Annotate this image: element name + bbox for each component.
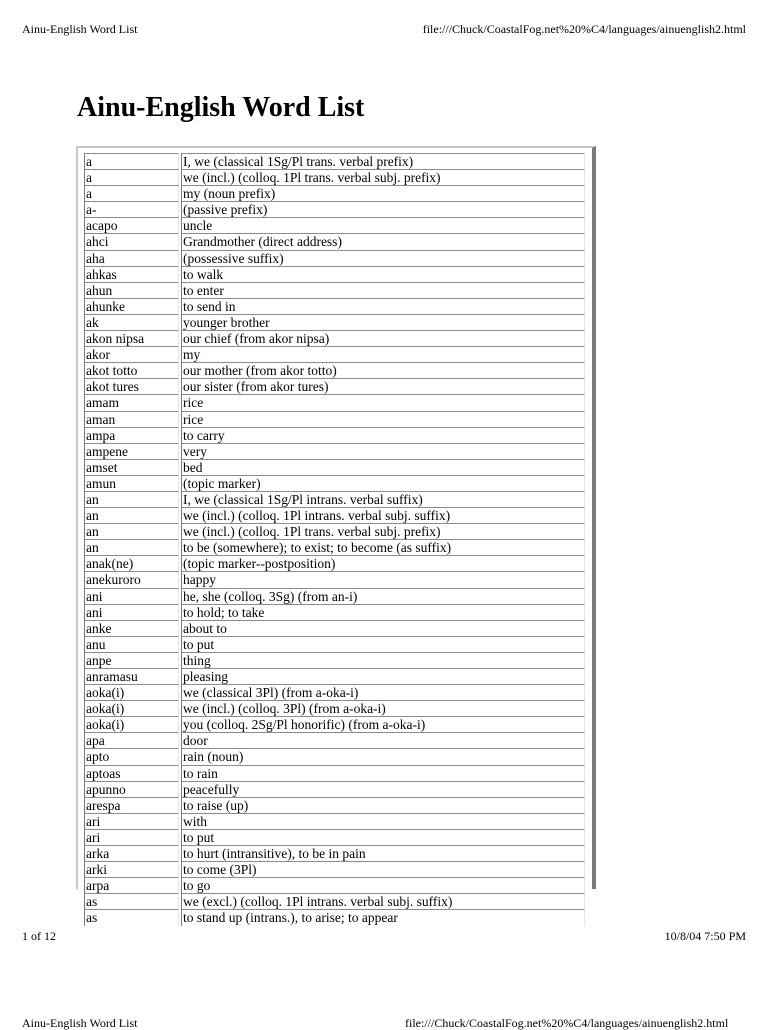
ainu-word-cell: anpe bbox=[84, 652, 179, 668]
next-header-file-url: file:///Chuck/CoastalFog.net%20%C4/languages/ainuenglish2.html bbox=[405, 1016, 729, 1030]
ainu-word-cell: aoka(i) bbox=[84, 684, 179, 700]
table-row bbox=[84, 427, 585, 443]
ainu-word-cell: akon nipsa bbox=[84, 330, 179, 346]
table-row bbox=[84, 411, 585, 427]
english-meaning-cell: I, we (classical 1Sg/Pl trans. verbal prefix) bbox=[181, 153, 585, 169]
english-meaning-cell: to hurt (intransitive), to be in pain bbox=[181, 845, 585, 861]
table-row bbox=[84, 266, 585, 282]
ainu-word-cell: akor bbox=[84, 346, 179, 362]
english-meaning-cell: to walk bbox=[181, 266, 585, 282]
word-list-table-frame bbox=[76, 146, 596, 926]
table-row bbox=[84, 684, 585, 700]
ainu-word-cell: ahun bbox=[84, 282, 179, 298]
ainu-word-cell: an bbox=[84, 507, 179, 523]
english-meaning-cell: our mother (from akor totto) bbox=[181, 362, 585, 378]
ainu-word-cell: an bbox=[84, 539, 179, 555]
ainu-word-cell: anramasu bbox=[84, 668, 179, 684]
ainu-word-cell: anu bbox=[84, 636, 179, 652]
table-row bbox=[84, 475, 585, 491]
ainu-word-cell: apunno bbox=[84, 781, 179, 797]
ainu-word-cell: a bbox=[84, 185, 179, 201]
table-row bbox=[84, 571, 585, 587]
english-meaning-cell: Grandmother (direct address) bbox=[181, 233, 585, 249]
table-row bbox=[84, 909, 585, 925]
table-row bbox=[84, 861, 585, 877]
english-meaning-cell: to go bbox=[181, 877, 585, 893]
english-meaning-cell: about to bbox=[181, 620, 585, 636]
english-meaning-cell: rice bbox=[181, 394, 585, 410]
ainu-word-cell: arki bbox=[84, 861, 179, 877]
table-row bbox=[84, 217, 585, 233]
english-meaning-cell: you (colloq. 2Sg/Pl honorific) (from a-oka-i) bbox=[181, 716, 585, 732]
header-document-title: Ainu-English Word List bbox=[22, 22, 138, 36]
table-row bbox=[84, 282, 585, 298]
english-meaning-cell: happy bbox=[181, 571, 585, 587]
english-meaning-cell: to hold; to take bbox=[181, 604, 585, 620]
ainu-word-cell: ak bbox=[84, 314, 179, 330]
ainu-word-cell: apto bbox=[84, 748, 179, 764]
table-row bbox=[84, 732, 585, 748]
english-meaning-cell: to send in bbox=[181, 298, 585, 314]
ainu-word-cell: as bbox=[84, 893, 179, 909]
ainu-word-cell: arka bbox=[84, 845, 179, 861]
table-row bbox=[84, 314, 585, 330]
english-meaning-cell: pleasing bbox=[181, 668, 585, 684]
word-list-body bbox=[84, 153, 585, 926]
table-row bbox=[84, 716, 585, 732]
english-meaning-cell: to be (somewhere); to exist; to become (as suffix) bbox=[181, 539, 585, 555]
english-meaning-cell: to come (3Pl) bbox=[181, 861, 585, 877]
table-row bbox=[84, 201, 585, 217]
table-row bbox=[84, 459, 585, 475]
table-row bbox=[84, 153, 585, 169]
ainu-word-cell: aoka(i) bbox=[84, 700, 179, 716]
table-row bbox=[84, 781, 585, 797]
table-row bbox=[84, 443, 585, 459]
english-meaning-cell: to carry bbox=[181, 427, 585, 443]
english-meaning-cell: we (incl.) (colloq. 1Pl intrans. verbal subj. suffix) bbox=[181, 507, 585, 523]
table-row bbox=[84, 797, 585, 813]
table-row bbox=[84, 507, 585, 523]
ainu-word-cell: ahkas bbox=[84, 266, 179, 282]
ainu-word-cell: akot totto bbox=[84, 362, 179, 378]
header-file-url: file:///Chuck/CoastalFog.net%20%C4/languages/ainuenglish2.html bbox=[422, 22, 746, 36]
ainu-word-cell: an bbox=[84, 523, 179, 539]
ainu-word-cell: ahci bbox=[84, 233, 179, 249]
ainu-word-cell: ani bbox=[84, 604, 179, 620]
ainu-word-cell: aman bbox=[84, 411, 179, 427]
english-meaning-cell: we (excl.) (colloq. 1Pl intrans. verbal subj. suffix) bbox=[181, 893, 585, 909]
table-row bbox=[84, 555, 585, 571]
ainu-word-cell: arpa bbox=[84, 877, 179, 893]
english-meaning-cell: (topic marker--postposition) bbox=[181, 555, 585, 571]
ainu-word-cell: a bbox=[84, 153, 179, 169]
print-datetime: 10/8/04 7:50 PM bbox=[664, 929, 746, 943]
ainu-word-cell: apa bbox=[84, 732, 179, 748]
ainu-word-cell: ampene bbox=[84, 443, 179, 459]
page-title: Ainu-English Word List bbox=[77, 92, 365, 123]
english-meaning-cell: we (incl.) (colloq. 3Pl) (from a-oka-i) bbox=[181, 700, 585, 716]
ainu-word-cell: ari bbox=[84, 813, 179, 829]
table-row bbox=[84, 169, 585, 185]
english-meaning-cell: peacefully bbox=[181, 781, 585, 797]
english-meaning-cell: very bbox=[181, 443, 585, 459]
ainu-word-cell: an bbox=[84, 491, 179, 507]
table-row bbox=[84, 877, 585, 893]
table-row bbox=[84, 491, 585, 507]
ainu-word-cell: anak(ne) bbox=[84, 555, 179, 571]
page-number: 1 of 12 bbox=[22, 929, 56, 943]
ainu-word-cell: acapo bbox=[84, 217, 179, 233]
ainu-word-cell: amun bbox=[84, 475, 179, 491]
ainu-word-cell: amam bbox=[84, 394, 179, 410]
english-meaning-cell: we (incl.) (colloq. 1Pl trans. verbal subj. prefix) bbox=[181, 169, 585, 185]
table-row bbox=[84, 394, 585, 410]
ainu-word-cell: arespa bbox=[84, 797, 179, 813]
ainu-word-cell: anke bbox=[84, 620, 179, 636]
table-row bbox=[84, 845, 585, 861]
table-row bbox=[84, 539, 585, 555]
ainu-word-cell: ahunke bbox=[84, 298, 179, 314]
table-row bbox=[84, 636, 585, 652]
ainu-word-cell: a- bbox=[84, 201, 179, 217]
table-row bbox=[84, 185, 585, 201]
english-meaning-cell: (topic marker) bbox=[181, 475, 585, 491]
table-row bbox=[84, 765, 585, 781]
english-meaning-cell: we (classical 3Pl) (from a-oka-i) bbox=[181, 684, 585, 700]
english-meaning-cell: he, she (colloq. 3Sg) (from an-i) bbox=[181, 588, 585, 604]
english-meaning-cell: to raise (up) bbox=[181, 797, 585, 813]
ainu-word-cell: amset bbox=[84, 459, 179, 475]
table-row bbox=[84, 298, 585, 314]
table-row bbox=[84, 362, 585, 378]
table-row bbox=[84, 588, 585, 604]
table-row bbox=[84, 652, 585, 668]
next-header-document-title: Ainu-English Word List bbox=[22, 1016, 138, 1030]
english-meaning-cell: to rain bbox=[181, 765, 585, 781]
english-meaning-cell: (possessive suffix) bbox=[181, 250, 585, 266]
ainu-word-cell: as bbox=[84, 909, 179, 925]
table-row bbox=[84, 893, 585, 909]
table-row bbox=[84, 813, 585, 829]
english-meaning-cell: our chief (from akor nipsa) bbox=[181, 330, 585, 346]
table-row bbox=[84, 604, 585, 620]
english-meaning-cell: I, we (classical 1Sg/Pl intrans. verbal suffix) bbox=[181, 491, 585, 507]
ainu-word-cell: ari bbox=[84, 829, 179, 845]
english-meaning-cell: my bbox=[181, 346, 585, 362]
ainu-word-cell: aptoas bbox=[84, 765, 179, 781]
table-row bbox=[84, 378, 585, 394]
table-row bbox=[84, 346, 585, 362]
english-meaning-cell: my (noun prefix) bbox=[181, 185, 585, 201]
english-meaning-cell: younger brother bbox=[181, 314, 585, 330]
english-meaning-cell: our sister (from akor tures) bbox=[181, 378, 585, 394]
english-meaning-cell: to put bbox=[181, 829, 585, 845]
english-meaning-cell: to enter bbox=[181, 282, 585, 298]
table-row bbox=[84, 748, 585, 764]
ainu-word-cell: ampa bbox=[84, 427, 179, 443]
table-row bbox=[84, 620, 585, 636]
table-row bbox=[84, 330, 585, 346]
english-meaning-cell: we (incl.) (colloq. 1Pl trans. verbal subj. prefix) bbox=[181, 523, 585, 539]
english-meaning-cell: to stand up (intrans.), to arise; to appear bbox=[181, 909, 585, 925]
table-row bbox=[84, 233, 585, 249]
word-list-table bbox=[82, 153, 587, 926]
english-meaning-cell: to put bbox=[181, 636, 585, 652]
english-meaning-cell: with bbox=[181, 813, 585, 829]
ainu-word-cell: aoka(i) bbox=[84, 716, 179, 732]
english-meaning-cell: door bbox=[181, 732, 585, 748]
ainu-word-cell: aha bbox=[84, 250, 179, 266]
table-row bbox=[84, 829, 585, 845]
table-row bbox=[84, 250, 585, 266]
english-meaning-cell: (passive prefix) bbox=[181, 201, 585, 217]
table-row bbox=[84, 523, 585, 539]
table-row bbox=[84, 700, 585, 716]
english-meaning-cell: thing bbox=[181, 652, 585, 668]
english-meaning-cell: bed bbox=[181, 459, 585, 475]
ainu-word-cell: a bbox=[84, 169, 179, 185]
table-row bbox=[84, 668, 585, 684]
english-meaning-cell: rice bbox=[181, 411, 585, 427]
english-meaning-cell: uncle bbox=[181, 217, 585, 233]
english-meaning-cell: rain (noun) bbox=[181, 748, 585, 764]
ainu-word-cell: akot tures bbox=[84, 378, 179, 394]
ainu-word-cell: ani bbox=[84, 588, 179, 604]
ainu-word-cell: anekuroro bbox=[84, 571, 179, 587]
